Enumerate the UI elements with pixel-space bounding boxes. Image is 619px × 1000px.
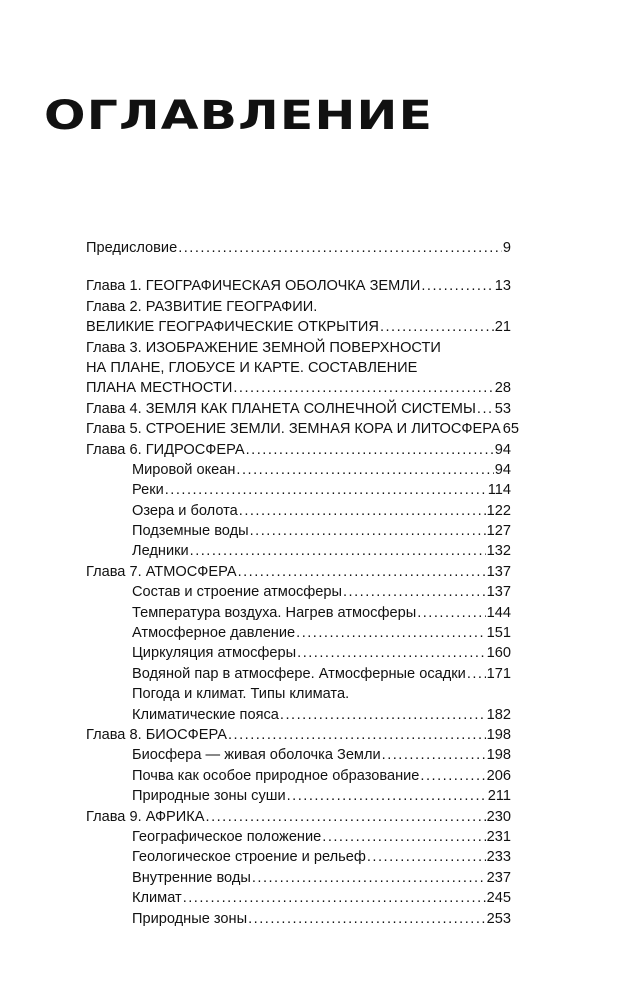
toc-leader	[178, 238, 502, 258]
toc-entry-title: Глава 8. БИОСФЕРА	[86, 726, 227, 743]
toc-entry	[86, 399, 511, 419]
toc-page-number: 21	[494, 319, 511, 336]
toc-entry-title: Внутренние воды	[132, 869, 251, 886]
toc-subentry	[86, 766, 511, 786]
toc-leader	[280, 705, 486, 725]
toc-leader	[296, 623, 486, 643]
toc-entry	[86, 317, 511, 337]
toc-entry-line: Глава 2. РАЗВИТИЕ ГЕОГРАФИИ.	[86, 298, 318, 315]
toc-page-number: 198	[486, 747, 511, 764]
toc-leader	[417, 603, 485, 623]
toc-leader	[477, 399, 494, 419]
toc-page-number: 211	[487, 788, 511, 805]
toc-leader	[252, 868, 486, 888]
toc-leader	[367, 847, 486, 867]
toc-leader	[382, 745, 486, 765]
toc-subentry	[86, 786, 511, 806]
toc-page-number: 171	[486, 665, 511, 682]
toc-leader	[322, 827, 485, 847]
toc-subentry	[86, 501, 511, 521]
toc-entry-title: Природные зоны суши	[132, 788, 286, 805]
toc-entry-title: Климатические пояса	[132, 706, 279, 723]
toc-entry-title: Атмосферное давление	[132, 625, 296, 642]
toc-entry-title: Ледники	[132, 543, 189, 560]
toc-page-number: 9	[502, 240, 511, 256]
toc-leader	[236, 460, 493, 480]
toc-leader	[206, 807, 486, 827]
toc-entry-title: Географическое положение	[132, 828, 322, 845]
toc-entry	[86, 725, 511, 745]
toc-page-number: 137	[486, 563, 511, 580]
toc-leader	[228, 725, 486, 745]
toc-entry-title: Циркуляция атмосферы	[132, 645, 297, 662]
toc-entry	[86, 419, 519, 439]
toc-page-number: 231	[486, 828, 511, 845]
toc-subentry	[86, 705, 511, 725]
toc-subentry	[86, 745, 511, 765]
toc-entry-title: Состав и строение атмосферы	[132, 584, 342, 601]
toc-subentry	[86, 582, 511, 602]
toc-entry-title: Глава 9. АФРИКА	[86, 808, 205, 825]
toc-page-number: 182	[486, 706, 511, 723]
page-title: ОГЛАВЛЕНИЕ	[44, 93, 434, 139]
toc-page-number: 132	[486, 543, 511, 560]
toc-page-number: 151	[486, 625, 511, 642]
toc-subentry	[86, 603, 511, 623]
toc-subentry	[86, 664, 511, 684]
toc-entry-line: НА ПЛАНЕ, ГЛОБУСЕ И КАРТЕ. СОСТАВЛЕНИЕ	[86, 359, 418, 376]
toc-entry	[86, 440, 511, 460]
toc-page-number: 13	[494, 278, 511, 295]
toc-page-number: 253	[486, 910, 511, 927]
toc-page-number: 122	[486, 502, 511, 519]
toc-page-number: 94	[494, 441, 511, 458]
toc-subentry	[86, 521, 511, 541]
toc-leader	[297, 643, 486, 663]
toc-entry-title: Климат	[132, 890, 182, 907]
toc-entry-title: Озера и болота	[132, 502, 238, 519]
toc-subentry	[86, 909, 511, 929]
toc-subentry	[86, 847, 511, 867]
toc-subentry	[86, 541, 511, 561]
toc-entry-line: Погода и климат. Типы климата.	[132, 686, 350, 703]
toc-leader	[165, 480, 487, 500]
toc-entry-title: Почва как особое природное образование	[132, 767, 420, 784]
toc-entry-title: Биосфера — живая оболочка Земли	[132, 747, 381, 764]
toc-entry-title: ВЕЛИКИЕ ГЕОГРАФИЧЕСКИЕ ОТКРЫТИЯ	[86, 319, 379, 336]
toc-entry-title: Геологическое строение и рельеф	[132, 849, 366, 866]
toc-leader	[248, 909, 486, 929]
toc-page-number: 28	[494, 380, 511, 397]
toc-entry-title: Глава 6. ГИДРОСФЕРА	[86, 441, 245, 458]
toc-entry-title: Глава 7. АТМОСФЕРА	[86, 563, 237, 580]
toc-leader	[183, 888, 486, 908]
toc-leader	[246, 440, 494, 460]
toc-subentry	[86, 643, 511, 663]
toc-leader	[250, 521, 486, 541]
toc-entry-title: Глава 5. СТРОЕНИЕ ЗЕМЛИ. ЗЕМНАЯ КОРА И ЛИТОСФЕРА	[86, 421, 501, 438]
toc-subentry	[86, 827, 511, 847]
toc-entry	[86, 378, 511, 398]
toc-page-number: 237	[486, 869, 511, 886]
toc-entry-title: Температура воздуха. Нагрев атмосферы	[132, 604, 417, 621]
toc-entry-line: Глава 3. ИЗОБРАЖЕНИЕ ЗЕМНОЙ ПОВЕРХНОСТИ	[86, 339, 441, 356]
toc-subentry	[86, 623, 511, 643]
toc-subentry	[86, 888, 511, 908]
toc-entry-title: Глава 1. ГЕОГРАФИЧЕСКАЯ ОБОЛОЧКА ЗЕМЛИ	[86, 278, 421, 295]
toc-leader	[467, 664, 486, 684]
toc-page-number: 127	[486, 523, 511, 540]
toc-entry	[86, 238, 511, 258]
toc-entry-title: Водяной пар в атмосфере. Атмосферные осадки	[132, 665, 466, 682]
toc-page-number: 53	[494, 400, 511, 417]
toc-subentry	[86, 460, 511, 480]
toc-page-number: 233	[486, 849, 511, 866]
toc-page-number: 245	[486, 890, 511, 907]
toc-entry-title: Предисловие	[86, 240, 178, 256]
toc-entry-title: Мировой океан	[132, 461, 236, 478]
toc-subentry	[86, 868, 511, 888]
toc-page-number: 144	[486, 604, 511, 621]
toc-entry	[86, 276, 511, 296]
table-of-contents	[86, 238, 519, 929]
toc-entry-title: Глава 4. ЗЕМЛЯ КАК ПЛАНЕТА СОЛНЕЧНОЙ СИСТЕМЫ	[86, 400, 476, 417]
toc-subentry	[86, 480, 511, 500]
toc-leader	[239, 501, 486, 521]
toc-leader	[421, 276, 493, 296]
toc-leader	[238, 562, 486, 582]
toc-leader	[343, 582, 486, 602]
toc-page-number: 137	[486, 584, 511, 601]
toc-entry-title: ПЛАНА МЕСТНОСТИ	[86, 380, 233, 397]
toc-entry	[86, 807, 511, 827]
toc-leader	[380, 317, 494, 337]
toc-page-number: 65	[502, 421, 519, 438]
toc-page-number: 230	[486, 808, 511, 825]
toc-page-number: 206	[486, 767, 511, 784]
toc-entry-title: Реки	[132, 482, 164, 499]
toc-entry-title: Природные зоны	[132, 910, 248, 927]
toc-entry-title: Подземные воды	[132, 523, 249, 540]
toc-page-number: 198	[486, 726, 511, 743]
toc-leader	[233, 378, 493, 398]
toc-page-number: 94	[494, 461, 511, 478]
toc-page-number: 160	[486, 645, 511, 662]
toc-entry	[86, 562, 511, 582]
toc-leader	[420, 766, 485, 786]
toc-page-number: 114	[487, 482, 511, 499]
toc-leader	[190, 541, 486, 561]
toc-leader	[287, 786, 487, 806]
